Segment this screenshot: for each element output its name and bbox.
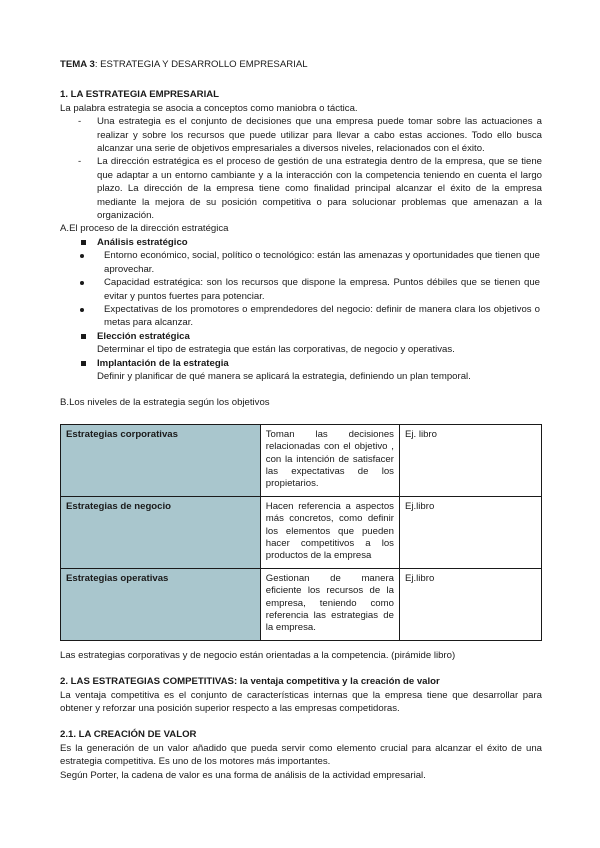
section-2-1-porter: Según Porter, la cadena de valor es una forma de análisis de la actividad empresarial. <box>60 769 426 781</box>
list-item-text: Entorno económico, social, político o tecnológico: están las amenazas y oportunidades que tienen que aprovechar. <box>104 250 540 275</box>
section-1-heading: 1. LA ESTRATEGIA EMPRESARIAL <box>60 89 220 101</box>
list-item <box>60 276 542 303</box>
dash-marker: - <box>78 116 82 128</box>
step-election <box>60 330 542 343</box>
table-cell-description: Hacen referencia a aspectos más concretos, como definir los elementos que pueden hacer competitivos a los productos de la empresa <box>260 496 399 568</box>
step-label: Análisis estratégico <box>97 236 188 248</box>
process-steps <box>60 236 542 383</box>
list-item-text: La dirección estratégica es el proceso de gestión de una estrategia dentro de la empresa, que se tiene que adaptar a un entorno cambiante y a la interacción con la competencia teniendo en cuenta el largo plazo. La dirección de la empresa tiene como finalidad principal alcanzar el éxito de la empresa mediante la mejora de su posición competitiva o para solucionar problemas que amenazan a la organización. <box>97 156 542 222</box>
step-text: Determinar el tipo de estrategia que están las corporativas, de negocio y operativas. <box>97 344 455 356</box>
table-cell-name: Estrategias operativas <box>61 568 261 640</box>
table-cell-reference: Ej.libro <box>399 496 541 568</box>
document-page <box>60 58 542 782</box>
document-title <box>60 58 542 71</box>
section-2-text: La ventaja competitiva es el conjunto de características internas que la empresa tiene que desarrollar para obtener y reforzar una posición superior respecto a las empresas competidoras. <box>60 689 542 715</box>
square-bullet-icon <box>81 361 86 366</box>
definition-list <box>60 115 542 222</box>
list-item-text: Capacidad estratégica: son los recursos que dispone la empresa. Puntos débiles que se tienen que evitar y puntos fuertes para potenciar. <box>104 277 540 302</box>
list-item <box>60 115 542 155</box>
section-2-heading: 2. LAS ESTRATEGIAS COMPETITIVAS: la ventaja competitiva y la creación de valor <box>60 676 440 688</box>
list-item <box>60 155 542 222</box>
list-item <box>60 303 542 330</box>
step-implantation <box>60 357 542 370</box>
circle-bullet-icon <box>80 254 84 258</box>
table-cell-description: Gestionan de manera eficiente los recursos de la empresa, teniendo como referencia las estrategias de la empresa. <box>260 568 399 640</box>
table-row <box>61 424 542 496</box>
step-label: Implantación de la estrategia <box>97 357 229 369</box>
list-item-text: Expectativas de los promotores o emprendedores del negocio: definir de manera clara los objetivos o metas para alcanzar. <box>104 303 540 329</box>
subsection-a-heading: A.El proceso de la dirección estratégica <box>60 223 229 235</box>
step-analysis <box>60 236 542 249</box>
section-2-1-text: Es la generación de un valor añadido que pueda servir como elemento crucial para alcanzar el éxito de una estrategia competitiva. Es uno de los motores más importantes. <box>60 742 542 768</box>
strategy-levels-table <box>60 424 542 641</box>
table-cell-name: Estrategias de negocio <box>61 496 261 568</box>
square-bullet-icon <box>81 334 86 339</box>
circle-bullet-icon <box>80 308 84 312</box>
table-cell-reference: Ej. libro <box>399 424 541 496</box>
step-label: Elección estratégica <box>97 330 190 342</box>
table-row <box>61 496 542 568</box>
section-2-1-heading: 2.1. LA CREACIÓN DE VALOR <box>60 729 197 741</box>
table-cell-name: Estrategias corporativas <box>61 424 261 496</box>
title-text: : ESTRATEGIA Y DESARROLLO EMPRESARIAL <box>94 59 308 70</box>
table-cell-description: Toman las decisiones relacionadas con el objetivo , con la intención de satisfacer las expectativas de los propietarios. <box>260 424 399 496</box>
title-topic-number: TEMA 3 <box>60 59 95 70</box>
analysis-bullets <box>60 249 542 329</box>
dash-marker: - <box>78 156 82 168</box>
square-bullet-icon <box>81 240 86 245</box>
section-1-intro: La palabra estrategia se asocia a conceptos como maniobra o táctica. <box>60 102 358 114</box>
table-cell-reference: Ej.libro <box>399 568 541 640</box>
step-implantation-text <box>60 370 542 383</box>
subsection-b-heading: B.Los niveles de la estrategia según los objetivos <box>60 397 270 409</box>
circle-bullet-icon <box>80 281 84 285</box>
step-election-text <box>60 343 542 356</box>
table-row <box>61 568 542 640</box>
list-item <box>60 249 542 276</box>
table-note: Las estrategias corporativas y de negocio están orientadas a la competencia. (pirámide libro) <box>60 649 456 661</box>
step-text: Definir y planificar de qué manera se aplicará la estrategia, definiendo un plan temporal. <box>97 370 471 382</box>
list-item-text: Una estrategia es el conjunto de decisiones que una empresa puede tomar sobre las actuaciones a realizar y sobre los recursos que puede utilizar para llevar a cabo estas acciones. Todo ello busca alcanzar una serie de objetivos empresariales a diversos niveles, relacionados con el éxito. <box>97 116 542 155</box>
